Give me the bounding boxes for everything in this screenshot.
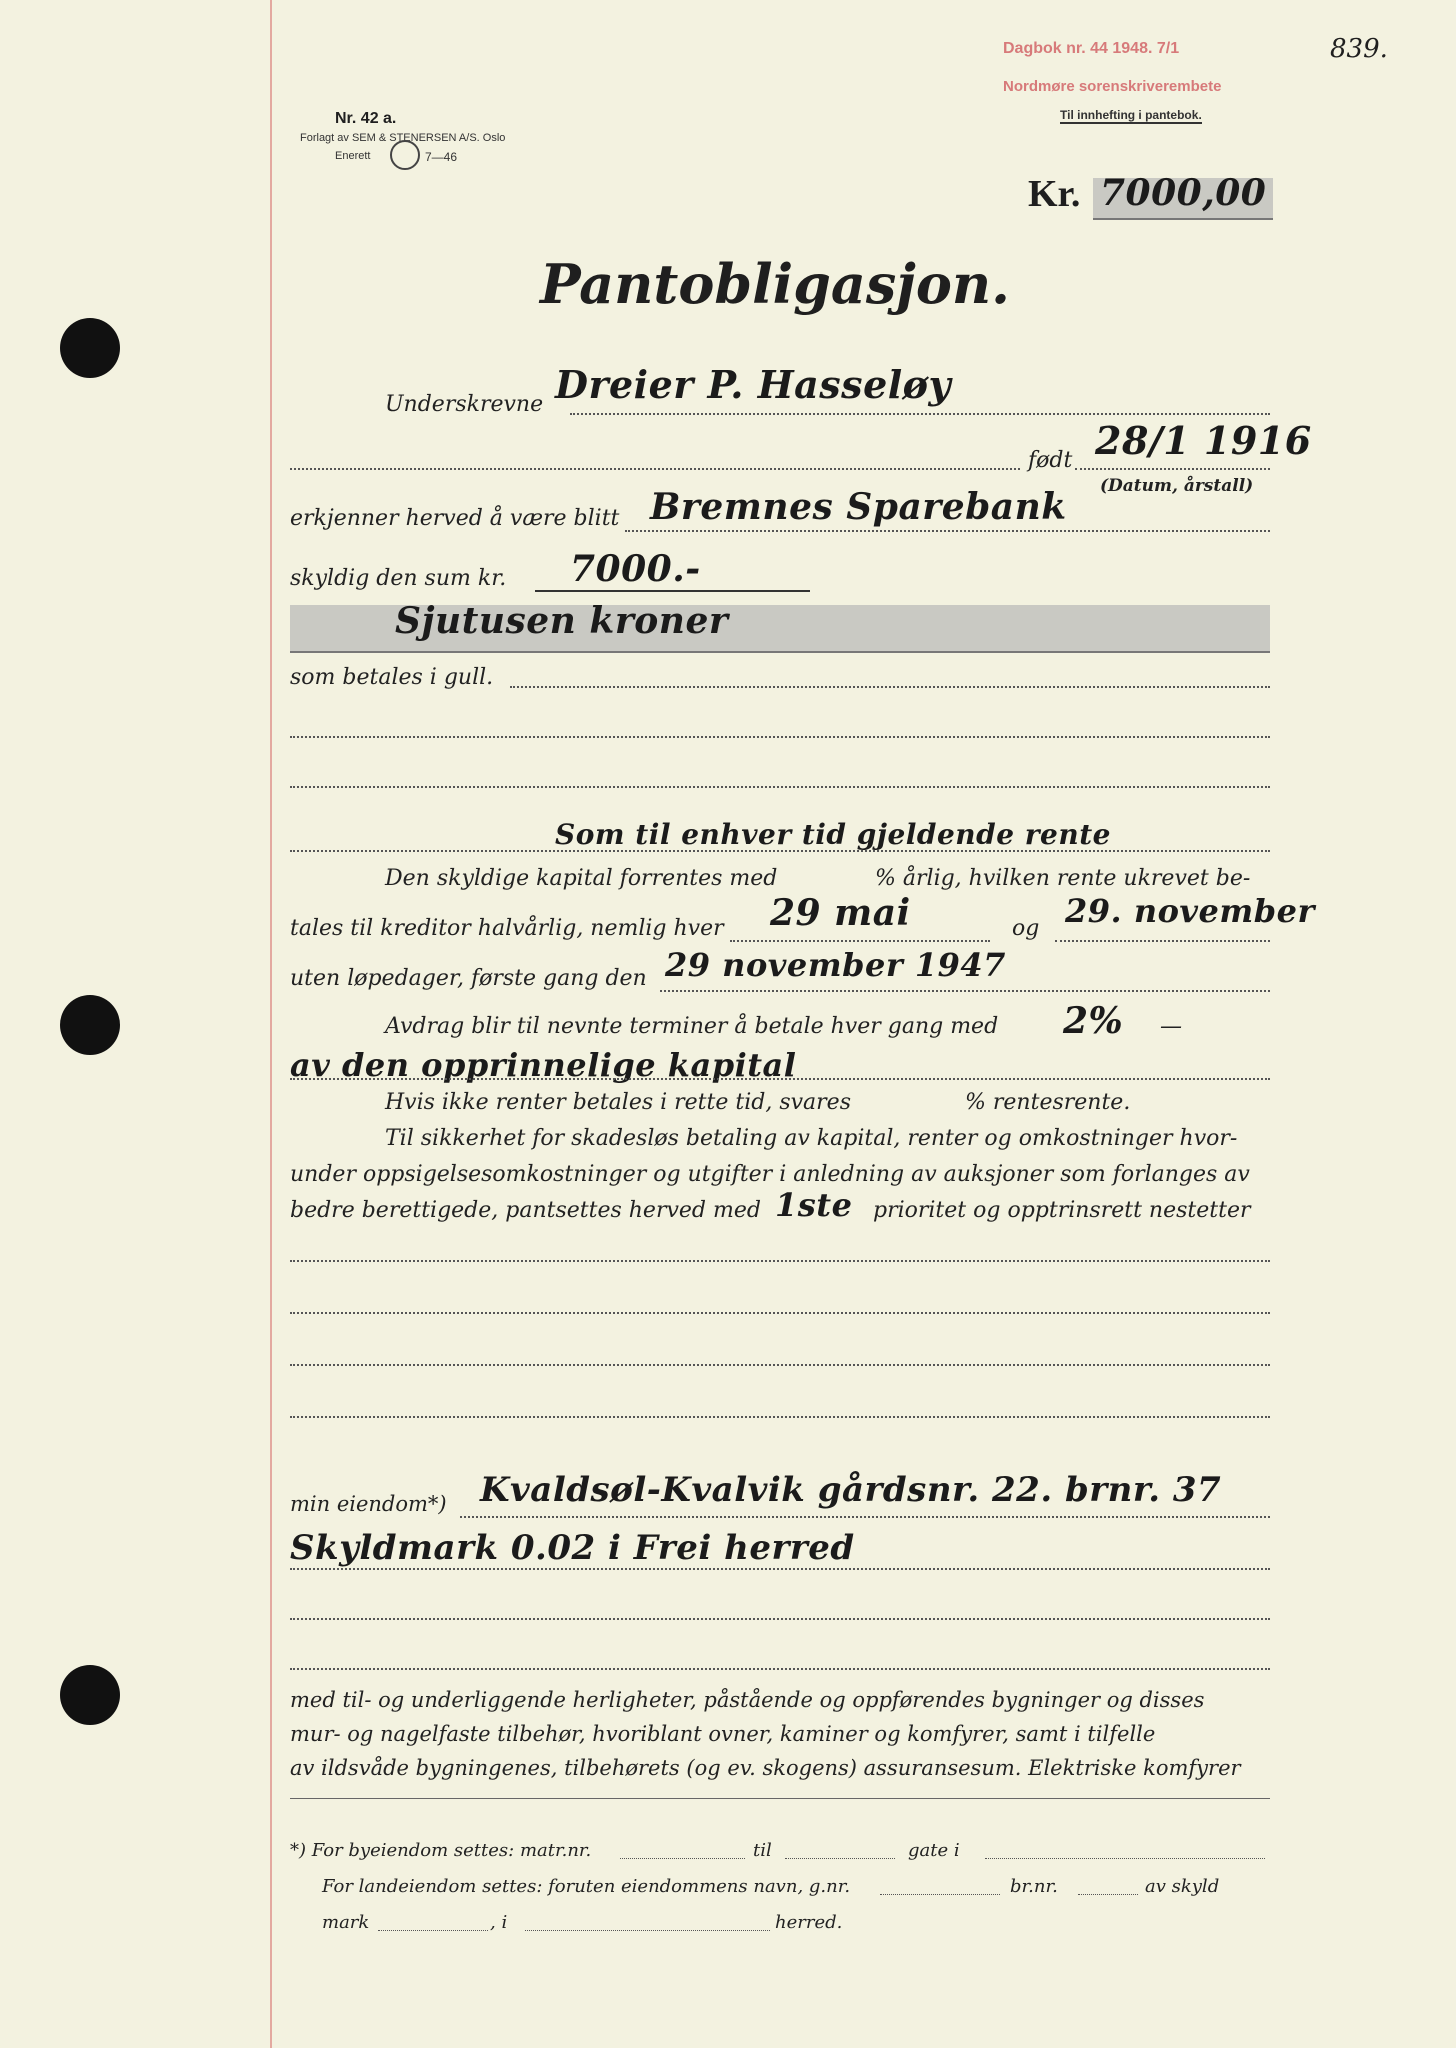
date2-line xyxy=(1055,940,1270,942)
underskrevne-line xyxy=(570,413,1270,415)
stamp-dagbok: Dagbok nr. 44 1948. 7/1 xyxy=(1003,40,1180,57)
punch-hole xyxy=(60,318,120,378)
blank-line xyxy=(290,1364,1270,1366)
med-line1: med til- og underliggende herligheter, påstående og oppførendes bygninger og disses xyxy=(290,1688,1205,1712)
divider xyxy=(290,1798,1270,1799)
blank-line xyxy=(290,1416,1270,1418)
footnote-dots xyxy=(880,1894,1000,1895)
eiendom-line2 xyxy=(290,1568,1270,1570)
rente-line xyxy=(290,850,1270,852)
fodt-line xyxy=(1075,468,1270,470)
hvis-text: Hvis ikke renter betales i rette tid, svares xyxy=(385,1090,851,1115)
fodt-value: 28/1 1916 xyxy=(1095,418,1312,463)
first-date-value: 29 november 1947 xyxy=(665,946,1006,984)
footnote-dots xyxy=(1078,1894,1138,1895)
footnote-line3c: herred. xyxy=(775,1912,843,1933)
avdrag-note: av den opprinnelige kapital xyxy=(290,1046,797,1084)
eiendom-line xyxy=(460,1516,1270,1518)
med-line2: mur- og nagelfaste tilbehør, hvoriblant ovner, kaminer og komfyrer, samt i tilfelle xyxy=(290,1722,1156,1746)
date1-line xyxy=(730,940,990,942)
forrentes-rest: % årlig, hvilken rente ukrevet be- xyxy=(875,866,1251,891)
avdrag-line xyxy=(290,1078,1270,1080)
sikkerhet-line3a: bedre berettigede, pantsettes herved med xyxy=(290,1198,761,1223)
rente-note: Som til enhver tid gjeldende rente xyxy=(555,818,1111,851)
blank-line xyxy=(290,1260,1270,1262)
amount-label: Kr. xyxy=(1028,173,1081,215)
first-date-line xyxy=(660,990,1270,992)
lopedager-text: uten løpedager, første gang den xyxy=(290,966,647,991)
punch-hole xyxy=(60,1665,120,1725)
avdrag-text: Avdrag blir til nevnte terminer å betale hver gang med xyxy=(385,1014,999,1039)
sum-words: Sjutusen kroner xyxy=(395,600,729,642)
footnote-line1c: gate i xyxy=(908,1840,960,1861)
footnote-dots xyxy=(525,1930,770,1931)
underskrevne-label: Underskrevne xyxy=(385,392,544,417)
eiendom-value2: Skyldmark 0.02 i Frei herred xyxy=(290,1528,855,1568)
blank-line xyxy=(290,786,1270,788)
forrentes-text: Den skyldige kapital forrentes med xyxy=(385,866,778,891)
blank-line xyxy=(290,1668,1270,1670)
tales-text: tales til kreditor halvårlig, nemlig hver xyxy=(290,916,724,941)
underskrevne-value: Dreier P. Hasseløy xyxy=(555,362,952,407)
sum-line xyxy=(535,590,810,592)
rights: Enerett xyxy=(335,150,371,162)
margin-line xyxy=(270,0,272,2048)
footnote-dots xyxy=(985,1858,1265,1859)
blank-line xyxy=(290,1618,1270,1620)
datum-label: (Datum, årstall) xyxy=(1100,476,1254,496)
date1-value: 29 mai xyxy=(770,892,911,934)
sikkerhet-line2: under oppsigelsesomkostninger og utgifter i anledning av auksjoner som forlanges av xyxy=(290,1162,1250,1187)
date2-value: 29. november xyxy=(1065,892,1315,930)
footnote-dots xyxy=(620,1858,745,1859)
og-text: og xyxy=(1012,916,1040,941)
form-number: Nr. 42 a. xyxy=(335,110,397,127)
footnote-line2b: br.nr. xyxy=(1010,1876,1058,1897)
publisher: Forlagt av SEM & STENERSEN A/S. Oslo xyxy=(300,132,506,144)
betales-label: som betales i gull. xyxy=(290,665,494,690)
amount-value: 7000,00 xyxy=(1100,172,1267,214)
avdrag-value: 2% xyxy=(1063,1000,1124,1042)
footnote-line1a: *) For byeiendom settes: matr.nr. xyxy=(290,1840,592,1861)
page-number: 839. xyxy=(1330,34,1388,64)
footnote-line1b: til xyxy=(753,1840,772,1861)
sikkerhet-line3b: prioritet og opptrinsrett nestetter xyxy=(873,1198,1251,1223)
stamp-note: Til innhefting i pantebok. xyxy=(1060,108,1202,122)
betales-line xyxy=(510,686,1270,688)
sikkerhet-line1: Til sikkerhet for skadesløs betaling av kapital, renter og omkostninger hvor- xyxy=(385,1126,1238,1151)
blank-line xyxy=(290,736,1270,738)
blank-line xyxy=(290,1312,1270,1314)
footnote-line3b: , i xyxy=(490,1912,508,1933)
punch-hole xyxy=(60,995,120,1055)
med-line3: av ildsvåde bygningenes, tilbehørets (og ev. skogens) assuransesum. Elektriske komfyrer xyxy=(290,1756,1241,1780)
creditor-line xyxy=(625,530,1270,532)
avdrag-dash: — xyxy=(1160,1014,1182,1039)
footnote-dots xyxy=(785,1858,895,1859)
erkjenner-label: erkjenner herved å være blitt xyxy=(290,506,620,531)
fodt-label: født xyxy=(1028,448,1073,473)
footnote-dots xyxy=(378,1930,488,1931)
eiendom-label: min eiendom*) xyxy=(290,1492,447,1516)
document-title: Pantobligasjon. xyxy=(540,252,1010,316)
publisher-logo-icon xyxy=(390,140,420,170)
prioritet-value: 1ste xyxy=(775,1186,853,1224)
fodt-line-left xyxy=(290,468,1020,470)
skyldig-label: skyldig den sum kr. xyxy=(290,566,507,591)
edition: 7—46 xyxy=(425,150,458,164)
footnote-line2c: av skyld xyxy=(1145,1876,1220,1897)
footnote-line2a: For landeiendom settes: foruten eiendommens navn, g.nr. xyxy=(322,1876,851,1897)
rentesrente: % rentesrente. xyxy=(965,1090,1131,1115)
eiendom-value1: Kvaldsøl-Kvalvik gårdsnr. 22. brnr. 37 xyxy=(480,1470,1222,1510)
sum-value: 7000.- xyxy=(570,548,701,590)
creditor-value: Bremnes Sparebank xyxy=(650,486,1067,528)
footnote-line3a: mark xyxy=(322,1912,370,1933)
stamp-office: Nordmøre sorenskriverembete xyxy=(1003,78,1222,95)
